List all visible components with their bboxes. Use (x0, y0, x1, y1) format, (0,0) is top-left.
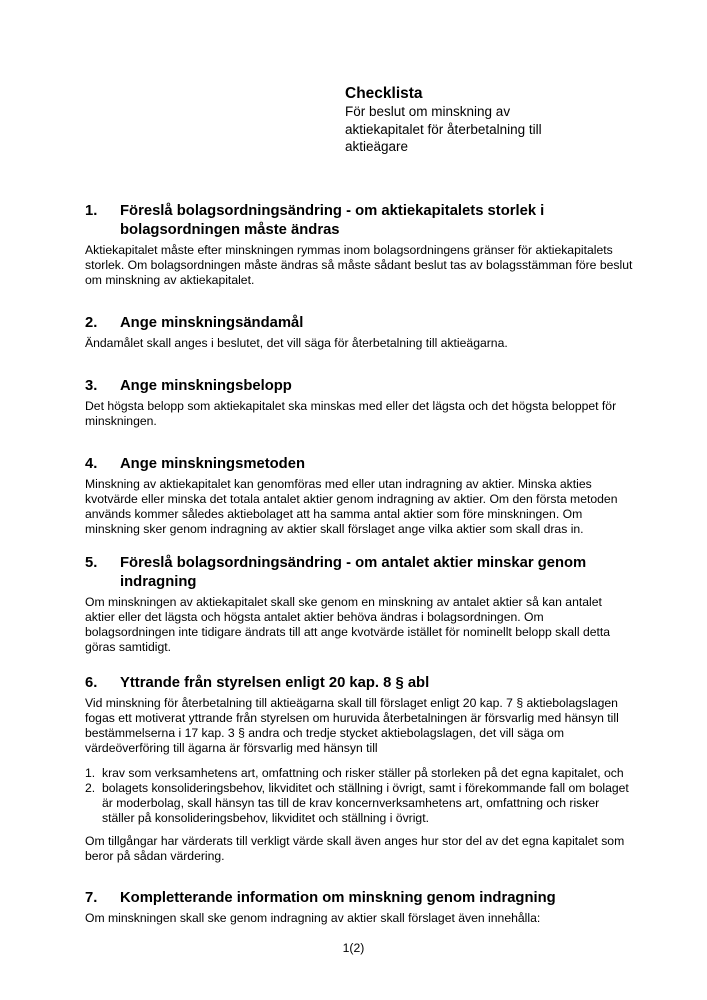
section-body: Om minskningen skall ske genom indragning av aktier skall förslaget även innehålla: (85, 910, 541, 925)
section-body: Vid minskning för återbetalning till aktieägarna skall till förslaget enligt 20 kap. 7 § aktiebolagslagen fogas ett motiverat yttrande från styrelsen om huruvida återbetalningen är försvarlig med hänsyn till bestämmelserna i 17 kap. 3 § andra och tredje stycket aktiebolagslagen, det vill säga om värdeöverföring till ägarna är försvarlig med hänsyn till (85, 695, 619, 755)
section-number: 1. (85, 202, 98, 219)
section-4 (85, 455, 633, 537)
section-6 (85, 674, 633, 864)
section-heading: Ange minskningsmetoden (120, 455, 305, 472)
section-body: Det högsta belopp som aktiekapitalet ska minskas med eller det lägsta och det högsta beloppet för minskningen. (85, 398, 617, 428)
section-number: 4. (85, 455, 98, 472)
section-heading: Ange minskningsbelopp (120, 377, 292, 394)
section-number: 7. (85, 889, 98, 906)
section-3 (85, 377, 633, 429)
section-heading: Ange minskningsändamål (120, 314, 304, 331)
section-number: 5. (85, 554, 98, 571)
list-item-number: 1. (85, 765, 96, 780)
doc-header (345, 84, 590, 156)
page-number: 1(2) (342, 941, 365, 955)
section-body: Om minskningen av aktiekapitalet skall ske genom en minskning av antalet aktier så kan antalet aktier eller det lägsta och högsta antalet aktier behöva ändras i bolagsordningen. Om bolagsordningen inte tidigare ändrats till att ange kvotvärde istället för nominellt belopp skall detta göras samtidigt. (85, 594, 611, 654)
section-1 (85, 202, 633, 288)
section-heading: Kompletterande information om minskning genom indragning (120, 889, 556, 906)
section-2 (85, 314, 633, 351)
section-heading: Föreslå bolagsordningsändring - om aktiekapitalets storlek i bolagsordningen måste ändras (120, 202, 545, 238)
list-item-text: bolagets konsolideringsbehov, likviditet och ställning i övrigt, samt i förekommande fall om bolaget är moderbolag, skall hänsyn tas till de krav koncernverksamhetens art, omfattning och risker ställer på konsolideringsbehov, likviditet och ställning i övrigt. (102, 780, 629, 825)
section-7 (85, 889, 633, 926)
section-heading: Yttrande från styrelsen enligt 20 kap. 8 § abl (120, 674, 430, 691)
section-3-heading-row (85, 377, 640, 396)
section-5 (85, 554, 633, 655)
list-item (85, 781, 633, 826)
section-1-heading-row (85, 202, 640, 240)
doc-subtitle: För beslut om minskning av aktiekapitalet för återbetalning till aktieägare (345, 104, 542, 154)
section-heading: Föreslå bolagsordningsändring - om antalet aktier minskar genom indragning (120, 554, 587, 590)
section-body: Ändamålet skall anges i beslutet, det vill säga för återbetalning till aktieägarna. (85, 335, 508, 350)
section-body: Minskning av aktiekapitalet kan genomföras med eller utan indragning av aktier. Minska akties kvotvärde eller minska det totala antalet aktier genom indragning av aktier. Om den första metoden används kommer således aktiebolaget att ha samma antal aktier som före minskningen. Om minskning sker genom indragning av aktier skall förslaget ange vilka aktier som skall dras in. (85, 476, 618, 536)
section-5-heading-row (85, 554, 640, 592)
list-item-number: 2. (85, 780, 96, 795)
section-7-heading-row (85, 889, 640, 908)
section-number: 3. (85, 377, 98, 394)
document-content (85, 0, 633, 926)
section-6-heading-row (85, 674, 640, 693)
doc-title: Checklista (345, 85, 423, 102)
section-6-closing-paragraph: Om tillgångar har värderats till verkligt värde skall även anges hur stor del av det egna kapitalet som beror på sådan värdering. (85, 833, 625, 863)
section-number: 6. (85, 674, 98, 691)
list-item (85, 766, 633, 781)
section-4-heading-row (85, 455, 640, 474)
section-6-numbered-list (85, 766, 633, 826)
section-2-heading-row (85, 314, 640, 333)
list-item-text: krav som verksamhetens art, omfattning och risker ställer på storleken på det egna kapitalet, och (102, 765, 624, 780)
section-number: 2. (85, 314, 98, 331)
section-body: Aktiekapitalet måste efter minskningen rymmas inom bolagsordningens gränser för aktiekapitalets storlek. Om bolagsordningen måste ändras så måste sådant beslut tas av bolagsstämman före beslut om minskning av aktiekapitalet. (85, 242, 633, 287)
